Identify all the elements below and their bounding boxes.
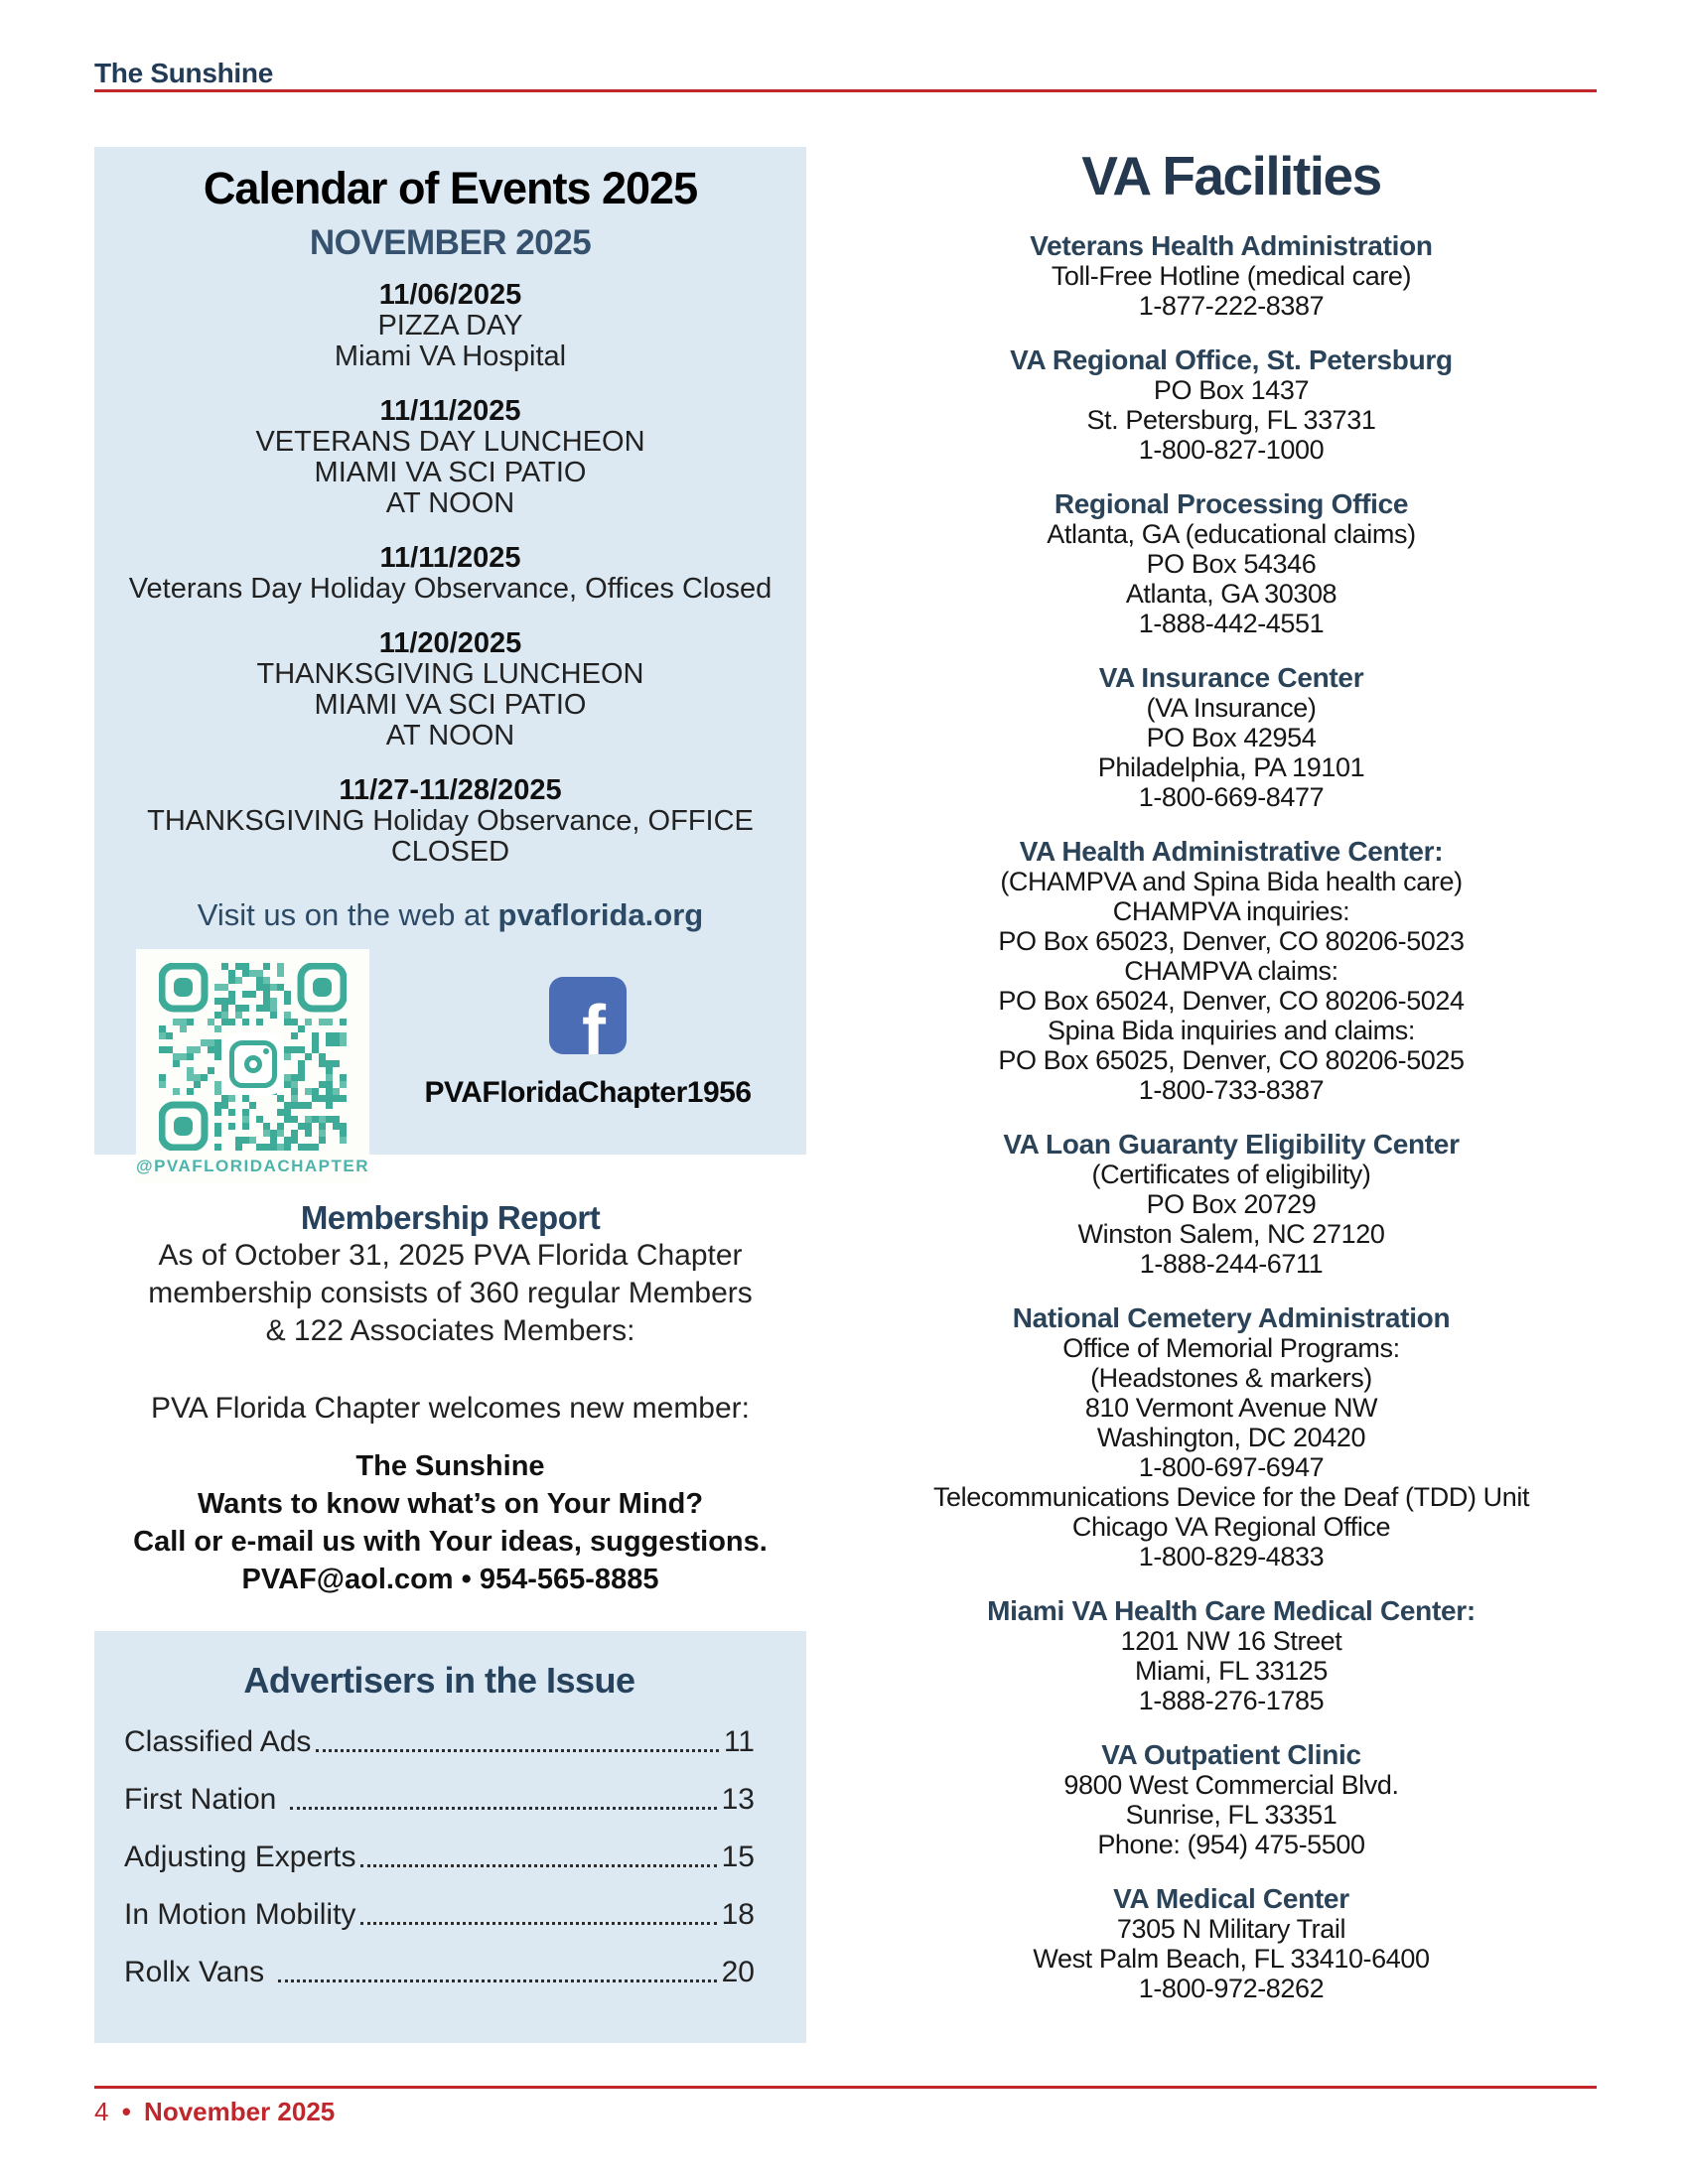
va-facility-group — [859, 345, 1604, 465]
va-facility-line: 1-800-669-8477 — [1138, 782, 1325, 812]
va-facility-line: 1201 NW 16 Street — [1120, 1626, 1342, 1656]
event-detail-line: THANKSGIVING LUNCHEON — [256, 658, 644, 690]
advertiser-row[interactable] — [124, 1783, 755, 1817]
va-facility-line: Chicago VA Regional Office — [1071, 1512, 1391, 1542]
calendar-of-events-box — [94, 147, 806, 1175]
website-line — [94, 897, 806, 933]
va-facility-line: Spina Bida inquiries and claims: — [1048, 1016, 1415, 1045]
callout-line: PVAF@aol.com • 954-565-8885 — [241, 1564, 659, 1595]
va-facility-line: Phone: (954) 475-5500 — [1097, 1830, 1365, 1859]
website-prompt: Visit us on the web at — [197, 897, 498, 932]
footer-separator: • — [121, 2097, 131, 2126]
va-facility-heading: VA Insurance Center — [1098, 662, 1364, 693]
page-footer — [94, 2097, 335, 2127]
advertiser-row[interactable] — [124, 1841, 755, 1874]
event-list — [94, 280, 806, 868]
va-facility-group — [859, 1596, 1604, 1715]
va-facility-line: Washington, DC 20420 — [1096, 1423, 1366, 1452]
event-date: 11/20/2025 — [378, 627, 522, 659]
advertiser-name: In Motion Mobility — [124, 1898, 356, 1931]
event-detail-line: THANKSGIVING Holiday Observance, OFFICE CLOSED — [147, 805, 754, 868]
va-facility-line: 1-888-244-6711 — [1139, 1249, 1324, 1279]
membership-report — [94, 1191, 806, 1598]
va-facility-line: Philadelphia, PA 19101 — [1097, 752, 1365, 782]
advertiser-name: Classified Ads — [124, 1725, 312, 1758]
header-rule — [94, 89, 1597, 92]
event-date: 11/11/2025 — [379, 395, 521, 427]
va-facility-group — [859, 837, 1604, 1105]
advertiser-page-number: 15 — [721, 1841, 755, 1873]
advertiser-row[interactable] — [124, 1956, 755, 1989]
calendar-event — [94, 396, 806, 519]
event-detail-line: Miami VA Hospital — [334, 341, 567, 372]
va-facility-line: 1-800-972-8262 — [1138, 1974, 1325, 2003]
membership-line: membership consists of 360 regular Members — [148, 1277, 753, 1309]
va-facilities-column — [859, 139, 1604, 2003]
va-facility-group — [859, 1130, 1604, 1279]
calendar-event — [94, 628, 806, 751]
advertiser-name: Rollx Vans — [124, 1956, 273, 1988]
callout-line: Call or e-mail us with Your ideas, suggestions. — [133, 1526, 768, 1558]
callout-line: The Sunshine — [355, 1450, 545, 1482]
advertiser-name: First Nation — [124, 1783, 285, 1816]
advertiser-page-number: 11 — [723, 1725, 755, 1758]
advertiser-row[interactable] — [124, 1898, 755, 1932]
va-facility-line: CHAMPVA claims: — [1124, 956, 1338, 986]
va-facility-line: PO Box 20729 — [1146, 1189, 1317, 1219]
va-facility-line: Toll-Free Hotline (medical care) — [1051, 261, 1412, 291]
va-facility-heading: VA Regional Office, St. Petersburg — [1010, 344, 1453, 375]
event-date: 11/11/2025 — [379, 542, 521, 574]
va-facility-line: Atlanta, GA (educational claims) — [1047, 519, 1416, 549]
va-facility-group — [859, 1740, 1604, 1859]
va-facility-heading: Veterans Health Administration — [1030, 230, 1433, 261]
va-facility-group — [859, 1303, 1604, 1571]
va-facility-line: Telecommunications Device for the Deaf (TDD) Unit — [932, 1482, 1530, 1512]
va-facility-heading: VA Loan Guaranty Eligibility Center — [1003, 1129, 1460, 1160]
va-facility-group — [859, 231, 1604, 321]
va-facility-line: PO Box 65023, Denver, CO 80206-5023 — [998, 926, 1465, 956]
facebook-icon[interactable]: f — [549, 977, 627, 1054]
va-facility-line: Atlanta, GA 30308 — [1125, 579, 1337, 609]
callout-line: Wants to know what’s on Your Mind? — [197, 1488, 704, 1520]
va-facility-line: 7305 N Military Trail — [1116, 1914, 1346, 1944]
event-detail-line: PIZZA DAY — [377, 310, 523, 341]
newsletter-masthead: The Sunshine — [94, 58, 273, 88]
event-detail-line: AT NOON — [385, 720, 515, 751]
va-facility-line: 810 Vermont Avenue NW — [1084, 1393, 1378, 1423]
va-facility-line: Sunrise, FL 33351 — [1125, 1800, 1337, 1830]
dotted-leader — [290, 1807, 717, 1810]
va-facility-line: 9800 West Commercial Blvd. — [1063, 1770, 1399, 1800]
va-facility-line: (CHAMPVA and Spina Bida health care) — [1000, 867, 1463, 896]
va-facilities-title: VA Facilities — [1081, 145, 1381, 206]
va-facility-line: PO Box 42954 — [1146, 723, 1317, 752]
advertiser-page-number: 13 — [721, 1783, 755, 1816]
membership-body — [94, 1237, 806, 1350]
va-facility-line: CHAMPVA inquiries: — [1112, 896, 1350, 926]
calendar-month-heading: NOVEMBER 2025 — [309, 223, 592, 262]
membership-line: & 122 Associates Members: — [265, 1314, 635, 1347]
va-facility-line: 1-888-442-4551 — [1138, 609, 1325, 638]
footer-rule — [94, 2086, 1597, 2089]
va-facility-group — [859, 1884, 1604, 2003]
footer-issue: November 2025 — [144, 2097, 336, 2126]
calendar-event — [94, 775, 806, 868]
event-detail-line: MIAMI VA SCI PATIO — [314, 457, 587, 488]
calendar-event — [94, 543, 806, 605]
va-facility-line: Miami, FL 33125 — [1134, 1656, 1329, 1686]
va-facility-line: PO Box 65024, Denver, CO 80206-5024 — [998, 986, 1465, 1016]
va-facility-line: 1-800-733-8387 — [1138, 1075, 1325, 1105]
advertiser-page-number: 20 — [721, 1956, 755, 1988]
va-facility-line: 1-800-829-4833 — [1138, 1542, 1325, 1571]
instagram-icon — [222, 1033, 284, 1095]
va-facilities-list — [859, 231, 1604, 2003]
facebook-cell — [369, 949, 806, 1182]
va-facility-group — [859, 663, 1604, 812]
event-date: 11/06/2025 — [378, 279, 522, 311]
va-facility-group — [859, 489, 1604, 638]
dotted-leader — [316, 1749, 718, 1752]
membership-line: As of October 31, 2025 PVA Florida Chapter — [158, 1239, 743, 1272]
advertiser-page-number: 18 — [721, 1898, 755, 1931]
event-detail-line: Veterans Day Holiday Observance, Offices Closed — [128, 573, 773, 605]
instagram-handle: @PVAFLORIDACHAPTER — [136, 1157, 369, 1175]
va-facility-line: PO Box 65025, Denver, CO 80206-5025 — [998, 1045, 1465, 1075]
va-facility-heading: National Cemetery Administration — [1012, 1302, 1451, 1333]
instagram-qr-code[interactable] — [136, 949, 369, 1182]
va-facility-line: West Palm Beach, FL 33410-6400 — [1033, 1944, 1430, 1974]
advertiser-name: Adjusting Experts — [124, 1841, 356, 1873]
va-facility-line: 1-877-222-8387 — [1138, 291, 1325, 321]
va-facility-line: PO Box 54346 — [1146, 549, 1317, 579]
va-facility-line: 1-800-697-6947 — [1138, 1452, 1325, 1482]
event-detail-line: AT NOON — [385, 487, 515, 519]
advertisers-box — [94, 1631, 806, 2043]
dotted-leader — [278, 1979, 717, 1982]
va-facility-line: 1-800-827-1000 — [1138, 435, 1325, 465]
va-facility-line: PO Box 1437 — [1153, 375, 1310, 405]
va-facility-line: (Certificates of eligibility) — [1091, 1160, 1371, 1189]
website-url-link[interactable]: pvaflorida.org — [497, 897, 704, 932]
va-facility-line: 1-888-276-1785 — [1138, 1686, 1325, 1715]
va-facility-line: Winston Salem, NC 27120 — [1077, 1219, 1385, 1249]
calendar-title: Calendar of Events 2025 — [203, 163, 698, 213]
advertisers-title: Advertisers in the Issue — [243, 1660, 635, 1701]
va-facility-line: (VA Insurance) — [1146, 693, 1317, 723]
sunshine-callout — [94, 1447, 806, 1598]
va-facility-heading: VA Medical Center — [1113, 1883, 1349, 1914]
facebook-page-name: PVAFloridaChapter1956 — [424, 1076, 752, 1109]
calendar-event — [94, 280, 806, 372]
va-facility-line: St. Petersburg, FL 33731 — [1086, 405, 1376, 435]
va-facility-heading: Regional Processing Office — [1054, 488, 1409, 519]
event-detail-line: MIAMI VA SCI PATIO — [314, 689, 587, 721]
va-facility-heading: Miami VA Health Care Medical Center: — [987, 1595, 1476, 1626]
va-facility-line: (Headstones & markers) — [1090, 1363, 1372, 1393]
page-number: 4 — [94, 2097, 109, 2126]
dotted-leader — [360, 1922, 716, 1925]
event-date: 11/27-11/28/2025 — [339, 774, 562, 806]
advertisers-list — [124, 1725, 755, 1989]
va-facility-line: Office of Memorial Programs: — [1062, 1333, 1400, 1363]
membership-welcome-line: PVA Florida Chapter welcomes new member: — [150, 1392, 751, 1425]
membership-title: Membership Report — [300, 1199, 601, 1236]
advertiser-row[interactable] — [124, 1725, 755, 1759]
va-facility-heading: VA Health Administrative Center: — [1019, 836, 1444, 867]
dotted-leader — [360, 1864, 716, 1867]
va-facility-heading: VA Outpatient Clinic — [1101, 1739, 1361, 1770]
social-row — [94, 949, 806, 1182]
event-detail-line: VETERANS DAY LUNCHEON — [255, 426, 645, 458]
